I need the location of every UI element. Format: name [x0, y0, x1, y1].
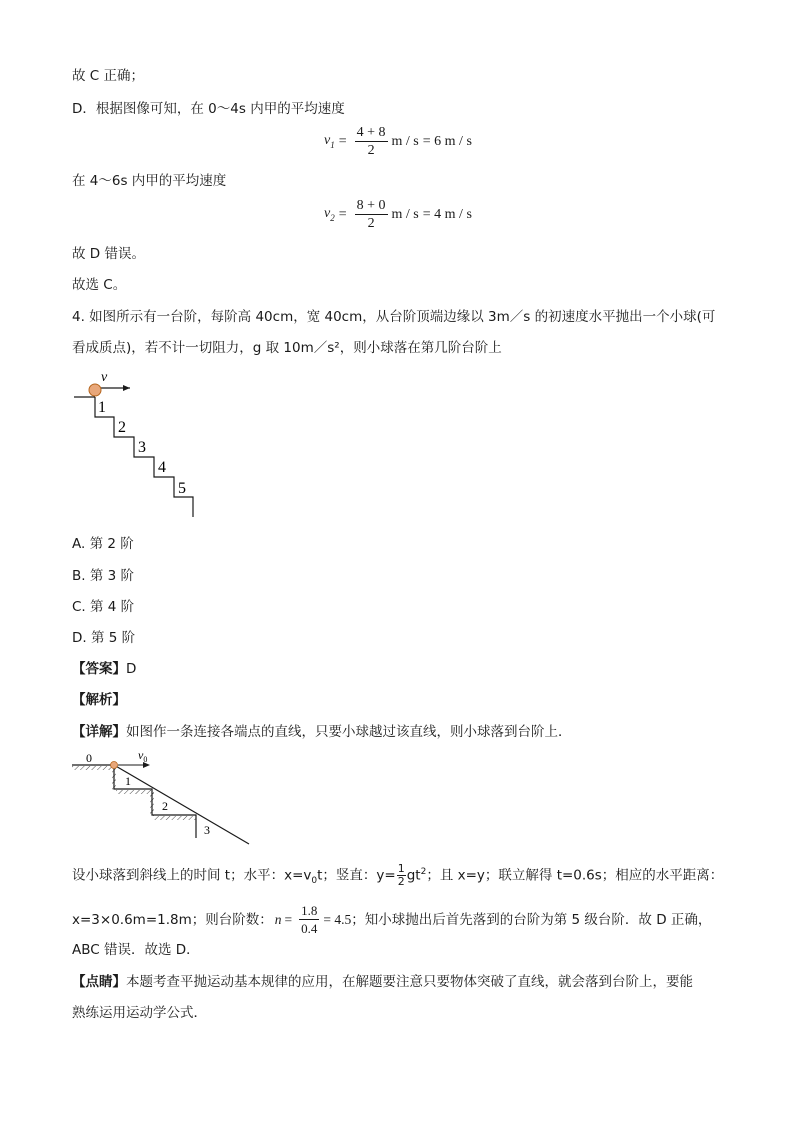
equation-v1: $v_1$ = $\frac{4 + 8}{2}$ m / s = 6 m / s	[324, 125, 472, 158]
eq2-unit: m / s	[391, 206, 419, 222]
option-c: C. 第 4 阶	[72, 599, 135, 615]
staircase-figure	[70, 366, 200, 522]
eq1-numerator: 4 + 8	[356, 125, 386, 140]
line-d-wrong: 故 D 错误。	[72, 246, 145, 262]
comment-label: 【点睛】	[72, 974, 126, 990]
detail-text: 如图作一条连接各端点的直线，只要小球越过该直线，则小球落到台阶上．	[126, 724, 572, 740]
steps-fraction: $\frac{1.8}{0.4}$	[301, 903, 318, 936]
line-4-6s: 在 4～6s 内甲的平均速度	[72, 173, 227, 189]
start-label: 0	[86, 751, 92, 765]
solution-line-2: x=3×0.6m=1.8m；则台阶数： n = $\frac{1.8}{0.4}$ = 4.5 ；知小球抛出后首先落到的台阶为第 5 级台阶．故 D 正确，	[72, 903, 712, 936]
eq2-result: = 4 m / s	[422, 206, 472, 222]
ball-icon-2	[111, 762, 118, 769]
solution-half: $\frac{1}{2}$	[397, 862, 405, 888]
incline-step-2: 2	[162, 799, 168, 813]
velocity0-label: $v_0$	[138, 748, 148, 764]
question-4-line2: 看成质点)，若不计一切阻力，g 取 10m／s²，则小球落在第几阶台阶上	[72, 340, 502, 356]
line-d-intro: D．根据图像可知，在 0～4s 内甲的平均速度	[72, 101, 345, 117]
ball-icon	[89, 384, 101, 396]
incline-step-3: 3	[204, 823, 210, 837]
eq1-denominator: 2	[367, 143, 375, 158]
solution-line-3: ABC 错误．故选 D．	[72, 942, 200, 958]
detail-line	[72, 722, 572, 742]
line-c-correct: 故 C 正确；	[72, 68, 145, 84]
eq1-lhs: $v_1$	[324, 133, 335, 150]
incline-step-1: 1	[125, 774, 131, 788]
incline-figure	[70, 746, 255, 850]
velocity-label: v	[101, 370, 108, 385]
eq2-numerator: 8 + 0	[356, 198, 386, 213]
equation-v2: $v_2$ = $\frac{8 + 0}{2}$ m / s = 4 m / s	[324, 198, 472, 231]
question-4-line1: 4. 如图所示有一台阶，每阶高 40cm，宽 40cm，从台阶顶端边缘以 3m／s 的初速度水平抛出一个小球(可	[72, 309, 716, 325]
eq1-result: = 6 m / s	[422, 133, 472, 149]
eq1-fraction	[355, 124, 388, 159]
answer-label: 【答案】	[72, 661, 126, 677]
eq2-fraction	[355, 197, 388, 232]
comment-line-1: 【点睛】本题考查平抛运动基本规律的应用，在解题要注意只要物体突破了直线，就会落到台阶上，要能	[72, 974, 693, 990]
comment-line-2: 熟练运用运动学公式．	[72, 1005, 207, 1021]
step-label-5: 5	[178, 480, 186, 497]
step-label-1: 1	[98, 399, 106, 416]
eq2-lhs: $v_2$	[324, 206, 335, 223]
step-label-2: 2	[118, 419, 126, 436]
answer-line	[72, 659, 136, 679]
option-a: A. 第 2 阶	[72, 536, 134, 552]
option-b: B. 第 3 阶	[72, 568, 135, 584]
eq1-unit: m / s	[391, 133, 419, 149]
eq2-denominator: 2	[367, 216, 375, 231]
detail-label: 【详解】	[72, 724, 126, 740]
option-d: D. 第 5 阶	[72, 630, 136, 646]
step-label-4: 4	[158, 459, 166, 476]
solution-line-1: 设小球落到斜线上的时间 t；水平：$x=v_0t$；竖直：y= $\frac{1}{2}$ $gt^2$；且 x=y；联立解得 t=0.6s；相应的水平距离：	[72, 862, 724, 888]
answer-value: D	[126, 661, 137, 677]
line-choose-c: 故选 C。	[72, 277, 127, 293]
step-label-3: 3	[138, 439, 146, 456]
analysis-label: 【解析】	[72, 692, 126, 708]
